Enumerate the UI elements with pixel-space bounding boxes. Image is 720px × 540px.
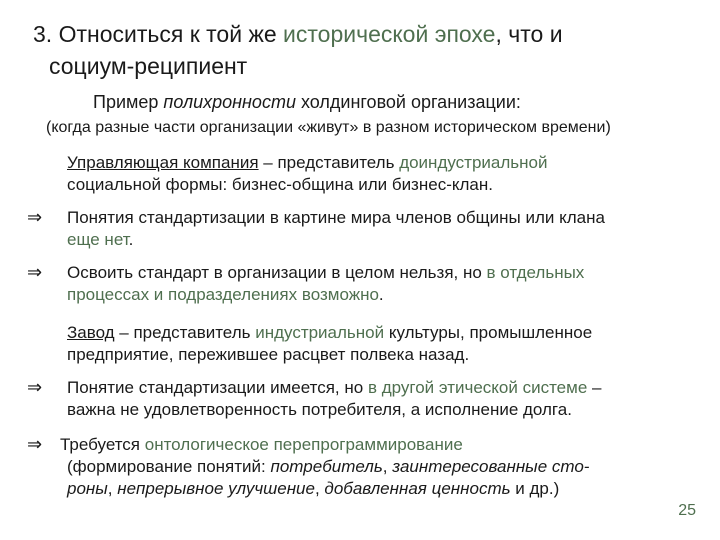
company-label: Управляющая компания <box>67 153 259 172</box>
plant-text-3: предприятие, пережившее расцвет полвека назад. <box>67 345 470 364</box>
bullet-4-end: и др.) <box>510 479 560 498</box>
bullet-2-highlight-1: в отдельных <box>486 263 585 282</box>
bullet-1 <box>67 207 605 251</box>
plant-highlight: индустриальной <box>255 323 385 342</box>
bullet-4-highlight: онтологическое перепрограммирование <box>144 435 463 454</box>
bullet-1-period: . <box>128 230 134 249</box>
term-added-value: добавленная ценность <box>324 479 511 498</box>
title-number: 3. <box>33 21 53 47</box>
subtitle-part-3: холдинговой организации: <box>300 92 521 112</box>
bullet-3-text-1: Понятие стандартизации имеется, но <box>67 378 368 397</box>
company-highlight: доиндустриальной <box>399 153 548 172</box>
plant-label: Завод <box>67 323 115 342</box>
comma: , <box>314 479 325 498</box>
implies-arrow-icon: ⇒ <box>27 262 43 282</box>
title-highlight: исторической эпохе <box>283 21 496 47</box>
subtitle <box>93 92 521 113</box>
implies-arrow-icon: ⇒ <box>27 377 43 397</box>
bullet-2-period: . <box>378 285 384 304</box>
title-line-2: социум-реципиент <box>49 53 248 79</box>
bullet-4 <box>60 434 589 500</box>
subtitle-italic: полихронности <box>163 92 296 112</box>
company-text-1: – представитель <box>258 153 400 172</box>
title-part-1: Относиться к той же <box>58 21 277 47</box>
term-continuous-improvement: непрерывное улучшение <box>117 479 315 498</box>
bullet-1-line-1: Понятия стандартизации в картине мира членов общины или клана <box>67 208 605 227</box>
title-part-3: , что и <box>495 21 563 47</box>
company-text-2: социальной формы: бизнес-община или бизнес-клан. <box>67 175 493 194</box>
bullet-2-text-1: Освоить стандарт в организации в целом нельзя, но <box>67 263 487 282</box>
term-consumer: потребитель <box>270 457 383 476</box>
comma: , <box>382 457 393 476</box>
bullet-3-text-3: важна не удовлетворенность потребителя, а исполнение долга. <box>67 400 572 419</box>
company-paragraph <box>67 152 547 196</box>
term-stakeholders-cont: роны <box>67 479 108 498</box>
plant-text-1: – представитель <box>114 323 256 342</box>
subtitle-note: (когда разные части организации «живут» в разном историческом времени) <box>46 119 611 136</box>
bullet-2 <box>67 262 584 306</box>
plant-text-2: культуры, промышленное <box>384 323 593 342</box>
bullet-3-text-2: – <box>587 378 602 397</box>
bullet-4-text-2: (формирование понятий: <box>67 457 271 476</box>
subtitle-part-1: Пример <box>93 92 159 112</box>
slide-title <box>33 18 563 82</box>
bullet-2-highlight-2: процессах и подразделениях возможно <box>67 285 379 304</box>
bullet-4-text-1: Требуется <box>60 435 145 454</box>
comma: , <box>107 479 118 498</box>
term-stakeholders: заинтересованные сто- <box>392 457 590 476</box>
bullet-1-highlight: еще нет <box>67 230 129 249</box>
page-number: 25 <box>678 502 696 519</box>
implies-arrow-icon: ⇒ <box>27 434 43 454</box>
implies-arrow-icon: ⇒ <box>27 207 43 227</box>
bullet-3-highlight: в другой этической системе <box>367 378 588 397</box>
plant-paragraph <box>67 322 592 366</box>
bullet-3 <box>67 377 601 421</box>
